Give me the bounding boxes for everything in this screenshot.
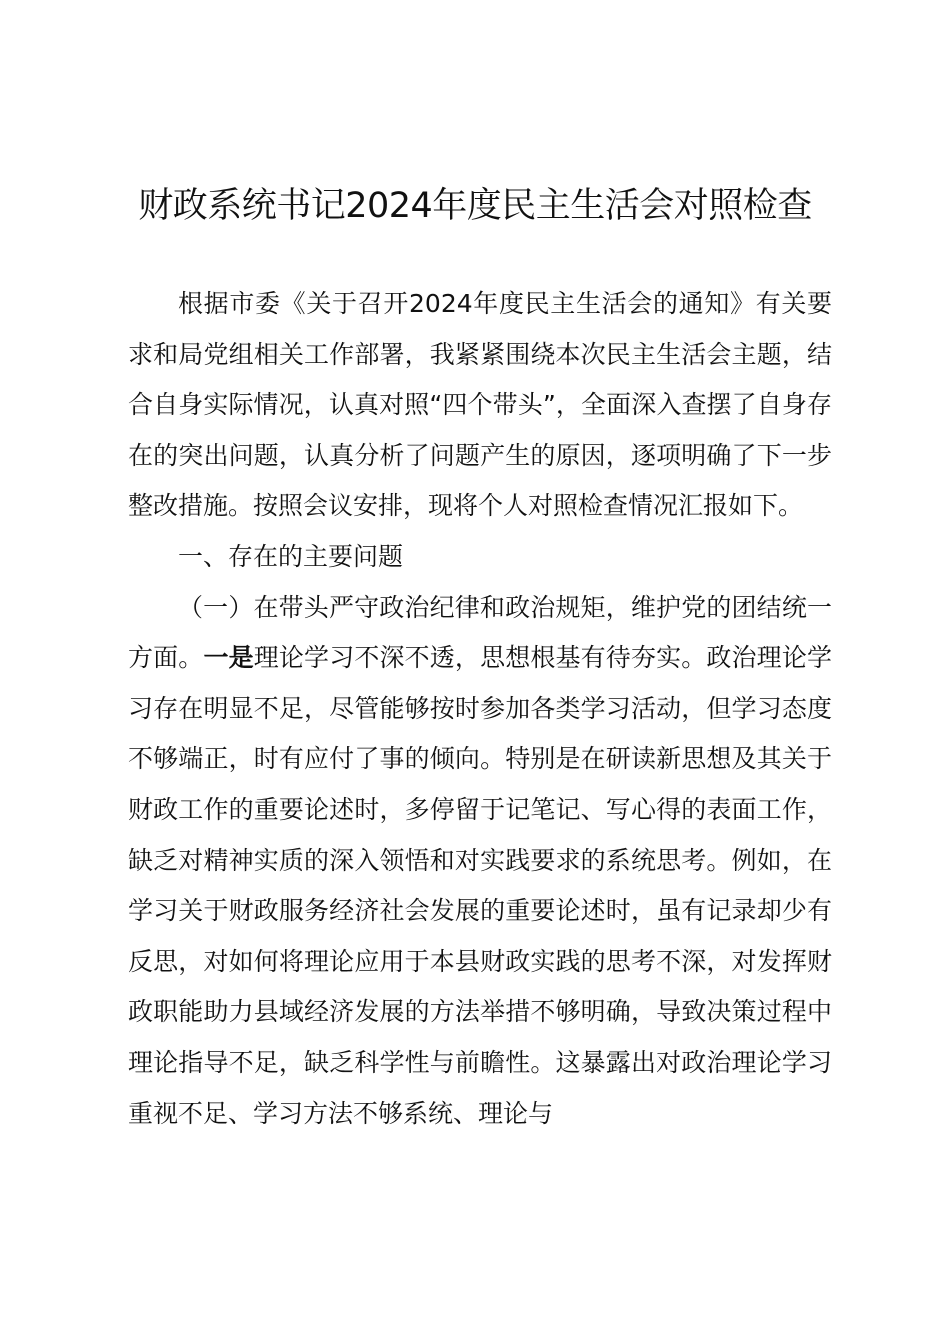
section-heading: 一、存在的主要问题 bbox=[178, 541, 404, 571]
issue-lead: （一）在带头严守政治纪律和政治规矩，维护党的团结统一方面。 bbox=[128, 592, 832, 673]
issue-paragraph bbox=[128, 583, 832, 1140]
document-body bbox=[128, 279, 832, 1139]
intro-paragraph: 根据市委《关于召开2024年度民主生活会的通知》有关要求和局党组相关工作部署，我紧紧围绕本次民主生活会主题，结合自身实际情况，认真对照“四个带头”，全面深入查摆了自身存在的突出问题，认真分析了问题产生的原因，逐项明确了下一步整改措施。按照会议安排，现将个人对照检查情况汇报如下。 bbox=[128, 289, 832, 521]
document-title: 财政系统书记2024年度民主生活会对照检查 bbox=[138, 186, 812, 226]
issue-text: 理论学习不深不透，思想根基有待夯实。政治理论学习存在明显不足，尽管能够按时参加各类学习活动，但学习态度不够端正，时有应付了事的倾向。特别是在研读新思想及其关于财政工作的重要论述时，多停留于记笔记、写心得的表面工作，缺乏对精神实质的深入领悟和对实践要求的系统思考。例如，在学习关于财政服务经济社会发展的重要论述时，虽有记录却少有反思，对如何将理论应用于本县财政实践的思考不深，对发挥财政职能助力县域经济发展的方法举措不够明确，导致决策过程中理论指导不足，缺乏科学性与前瞻性。这暴露出对政治理论学习重视不足、学习方法不够系统、理论与 bbox=[128, 643, 832, 1128]
issue-point-marker: 一是 bbox=[203, 643, 254, 673]
